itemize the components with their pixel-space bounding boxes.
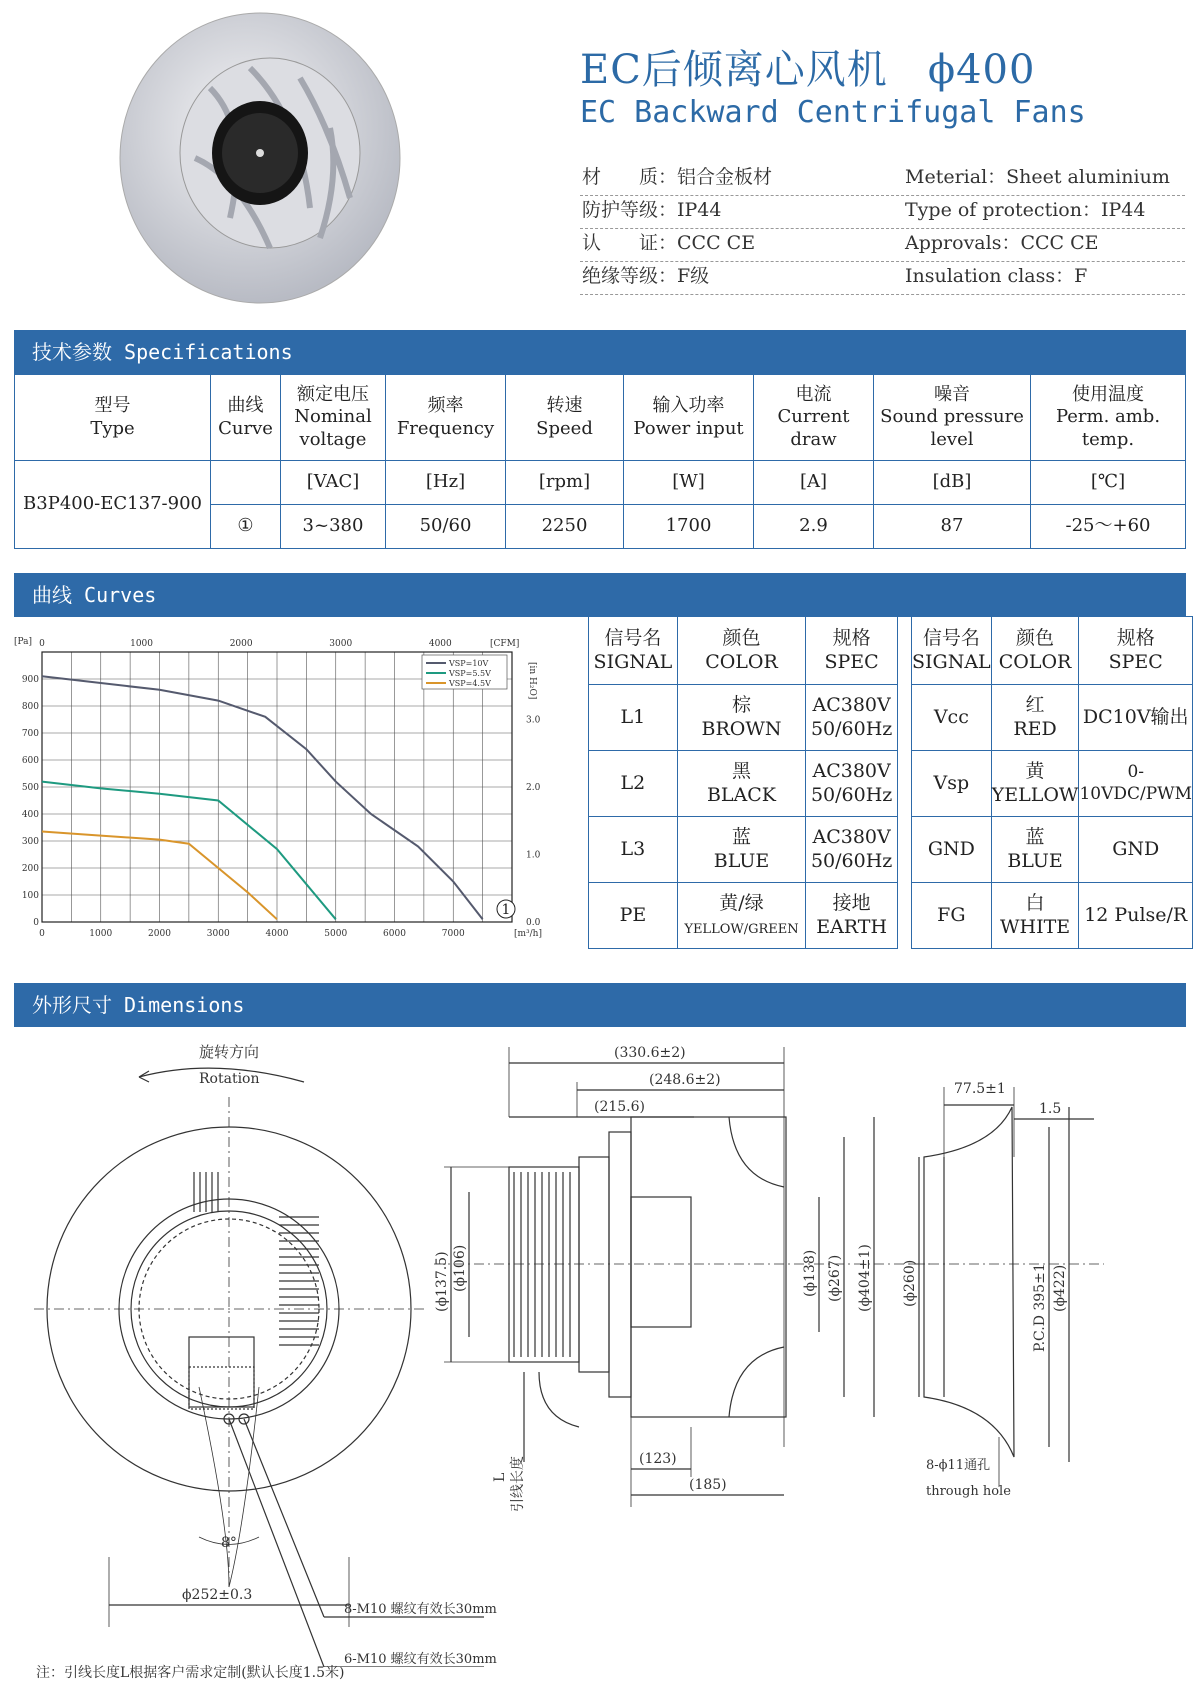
x2-tick-label: 1000 — [130, 639, 154, 649]
y2-tick-label: 1.0 — [526, 850, 541, 861]
y-tick-label: 200 — [21, 864, 39, 874]
sig-gnd-color: 蓝 BLUE — [991, 817, 1079, 883]
y2-tick-label: 3.0 — [526, 715, 541, 726]
sig-l1: L1 — [589, 685, 678, 751]
curve-marker: 1 — [501, 902, 511, 918]
sig-vcc-spec: DC10V输出 — [1079, 685, 1193, 751]
x2-axis-label: [CFM] — [490, 639, 520, 649]
insulation-cn: 绝缘等级：F级 — [582, 265, 710, 287]
unit-current: [A] — [754, 461, 874, 505]
dim-404: (ϕ404±1) — [857, 1244, 873, 1312]
spec-header-voltage: 额定电压 Nominal voltage — [281, 375, 386, 461]
hole-cn: 8-ϕ11通孔 — [926, 1458, 991, 1473]
signal-table-right — [911, 616, 1193, 949]
rotation-en: Rotation — [199, 1071, 260, 1087]
sig-fg-spec: 12 Pulse/R — [1079, 883, 1193, 949]
x2-tick-label: 2000 — [229, 639, 253, 649]
dimension-drawing — [14, 1027, 1186, 1667]
sig2-header-signal: 信号名 SIGNAL — [912, 617, 992, 685]
val-sound: 87 — [874, 505, 1031, 549]
sig-l2: L2 — [589, 751, 678, 817]
specs-table — [14, 374, 1186, 549]
spec-header-curve: 曲线 Curve — [211, 375, 281, 461]
y-tick-label: 600 — [21, 756, 39, 766]
dim-77: 77.5±1 — [954, 1081, 1006, 1097]
dimensions-section-title: 外形尺寸 Dimensions — [14, 983, 1186, 1027]
dim-215: (215.6) — [594, 1099, 646, 1115]
dim-267: (ϕ267) — [827, 1254, 843, 1302]
sig-fg: FG — [912, 883, 992, 949]
y-axis-label: [Pa] — [14, 637, 33, 647]
x-tick-label: 5000 — [324, 929, 348, 939]
spec-header-current: 电流 Current draw — [754, 375, 874, 461]
dim-252: ϕ252±0.3 — [182, 1587, 253, 1603]
sig-vcc: Vcc — [912, 685, 992, 751]
approvals-cn: 认 证：CCC CE — [582, 232, 756, 254]
unit-sound: [dB] — [874, 461, 1031, 505]
sig-vsp-color: 黄 YELLOW — [991, 751, 1079, 817]
spec-header-frequency: 频率 Frequency — [386, 375, 506, 461]
x-tick-label: 6000 — [383, 929, 406, 939]
performance-chart — [14, 625, 574, 960]
sig-l2-spec: AC380V 50/60Hz — [806, 751, 898, 817]
x2-tick-label: 4000 — [428, 639, 452, 649]
sig-l3-spec: AC380V 50/60Hz — [806, 817, 898, 883]
val-frequency: 50/60 — [386, 505, 506, 549]
dim-260: (ϕ260) — [902, 1259, 918, 1307]
lead-length-cn: 引线长度 — [510, 1456, 526, 1512]
legend-entry: VSP=5.5V — [449, 669, 491, 678]
y-tick-label: 700 — [21, 729, 39, 739]
unit-frequency: [Hz] — [386, 461, 506, 505]
side-view — [434, 1045, 934, 1512]
unit-power: [W] — [624, 461, 754, 505]
spec-header-power: 输入功率 Power input — [624, 375, 754, 461]
page-title: EC后倾离心风机 ϕ400 — [580, 47, 1036, 93]
x2-tick-label: 3000 — [329, 639, 353, 649]
sig-pe: PE — [589, 883, 678, 949]
dim-15: 1.5 — [1039, 1101, 1062, 1117]
dim-138: (ϕ138) — [802, 1249, 818, 1297]
protection-en: Type of protection：IP44 — [905, 199, 1146, 221]
dim-248: (248.6±2) — [649, 1072, 721, 1088]
dim-106: (ϕ106) — [452, 1244, 468, 1292]
val-voltage: 3~380 — [281, 505, 386, 549]
lead-l: L — [492, 1472, 508, 1482]
hole-en: through hole — [926, 1484, 1011, 1499]
dim-422: (ϕ422) — [1052, 1264, 1068, 1312]
y2-axis-label: [in H₂O] — [527, 662, 537, 700]
sig-pe-spec: 接地 EARTH — [806, 883, 898, 949]
sig-l3-color: 蓝 BLUE — [677, 817, 805, 883]
x-tick-label: 4000 — [265, 929, 289, 939]
insulation-en: Insulation class：F — [905, 265, 1088, 287]
sig-vsp-spec: 0-10VDC/PWM — [1079, 751, 1193, 817]
val-speed: 2250 — [506, 505, 624, 549]
sig-l2-color: 黑 BLACK — [677, 751, 805, 817]
sig-header-spec: 规格 SPEC — [806, 617, 898, 685]
unit-voltage: [VAC] — [281, 461, 386, 505]
legend-entry: VSP=4.5V — [449, 679, 491, 688]
dim-185: (185) — [689, 1477, 727, 1493]
val-power: 1700 — [624, 505, 754, 549]
sig-header-signal: 信号名 SIGNAL — [589, 617, 678, 685]
dim-pcd: P.C.D 395±1 — [1032, 1263, 1048, 1352]
y-tick-label: 0 — [33, 918, 39, 928]
sig2-header-spec: 规格 SPEC — [1079, 617, 1193, 685]
y-tick-label: 300 — [21, 837, 39, 847]
spec-header-temp: 使用温度 Perm. amb. temp. — [1031, 375, 1186, 461]
sig2-header-color: 颜色 COLOR — [991, 617, 1079, 685]
y-tick-label: 500 — [21, 783, 39, 793]
signal-table-left — [588, 616, 898, 949]
inlet-view — [902, 1081, 1104, 1499]
curves-section-title: 曲线 Curves — [14, 573, 1186, 617]
spec-header-sound: 噪音 Sound pressure level — [874, 375, 1031, 461]
x-axis-label: [m³/h] — [514, 929, 542, 939]
x-tick-label: 7000 — [441, 929, 465, 939]
sig-l1-color: 棕 BROWN — [677, 685, 805, 751]
x-tick-label: 2000 — [148, 929, 171, 939]
m10-8-label: 8-M10 螺纹有效长30mm — [344, 1602, 497, 1617]
val-curve: ① — [211, 505, 281, 549]
y2-tick-label: 2.0 — [526, 783, 541, 793]
x2-tick-label: 0 — [39, 639, 45, 649]
spec-model: B3P400-EC137-900 — [15, 461, 211, 549]
sig-gnd-spec: GND — [1079, 817, 1193, 883]
x-tick-label: 0 — [39, 929, 45, 939]
spec-header-type: 型号 Type — [15, 375, 211, 461]
spec-header-speed: 转速 Speed — [506, 375, 624, 461]
sig-vsp: Vsp — [912, 751, 992, 817]
approvals-en: Approvals：CCC CE — [905, 232, 1099, 254]
dim-330: (330.6±2) — [614, 1045, 686, 1061]
sig-pe-color: 黄/绿 YELLOW/GREEN — [677, 883, 805, 949]
front-view — [34, 1043, 484, 1667]
specs-section-title: 技术参数 Specifications — [14, 330, 1186, 374]
y-tick-label: 100 — [21, 891, 39, 901]
unit-speed: [rpm] — [506, 461, 624, 505]
footnote: 注：引线长度L根据客户需求定制(默认长度1.5米) — [36, 1665, 345, 1681]
dim-123: (123) — [639, 1451, 677, 1467]
sig-gnd: GND — [912, 817, 992, 883]
protection-cn: 防护等级：IP44 — [582, 199, 722, 221]
unit-temp: [℃] — [1031, 461, 1186, 505]
y2-tick-label: 0.0 — [526, 918, 541, 928]
y-tick-label: 400 — [21, 810, 39, 820]
series-line-0 — [42, 676, 483, 919]
val-temp: -25～+60 — [1031, 505, 1186, 549]
y-tick-label: 900 — [21, 675, 39, 685]
material-cn: 材 质：铝合金板材 — [582, 166, 773, 188]
sig-header-color: 颜色 COLOR — [677, 617, 805, 685]
y-tick-label: 800 — [21, 702, 39, 712]
sig-fg-color: 白 WHITE — [991, 883, 1079, 949]
material-en: Meterial：Sheet aluminium — [905, 166, 1170, 188]
angle-label: 8° — [221, 1535, 237, 1551]
dim-137: (ϕ137.5) — [434, 1251, 450, 1312]
fan-product-image — [100, 8, 420, 308]
page-subtitle: EC Backward Centrifugal Fans — [580, 95, 1086, 130]
val-current: 2.9 — [754, 505, 874, 549]
sig-l1-spec: AC380V 50/60Hz — [806, 685, 898, 751]
m10-6-label: 6-M10 螺纹有效长30mm — [344, 1652, 497, 1667]
rotation-cn: 旋转方向 — [199, 1043, 260, 1061]
sig-vcc-color: 红 RED — [991, 685, 1079, 751]
x-tick-label: 3000 — [206, 929, 230, 939]
legend-entry: VSP=10V — [449, 659, 489, 668]
sig-l3: L3 — [589, 817, 678, 883]
x-tick-label: 1000 — [89, 929, 113, 939]
